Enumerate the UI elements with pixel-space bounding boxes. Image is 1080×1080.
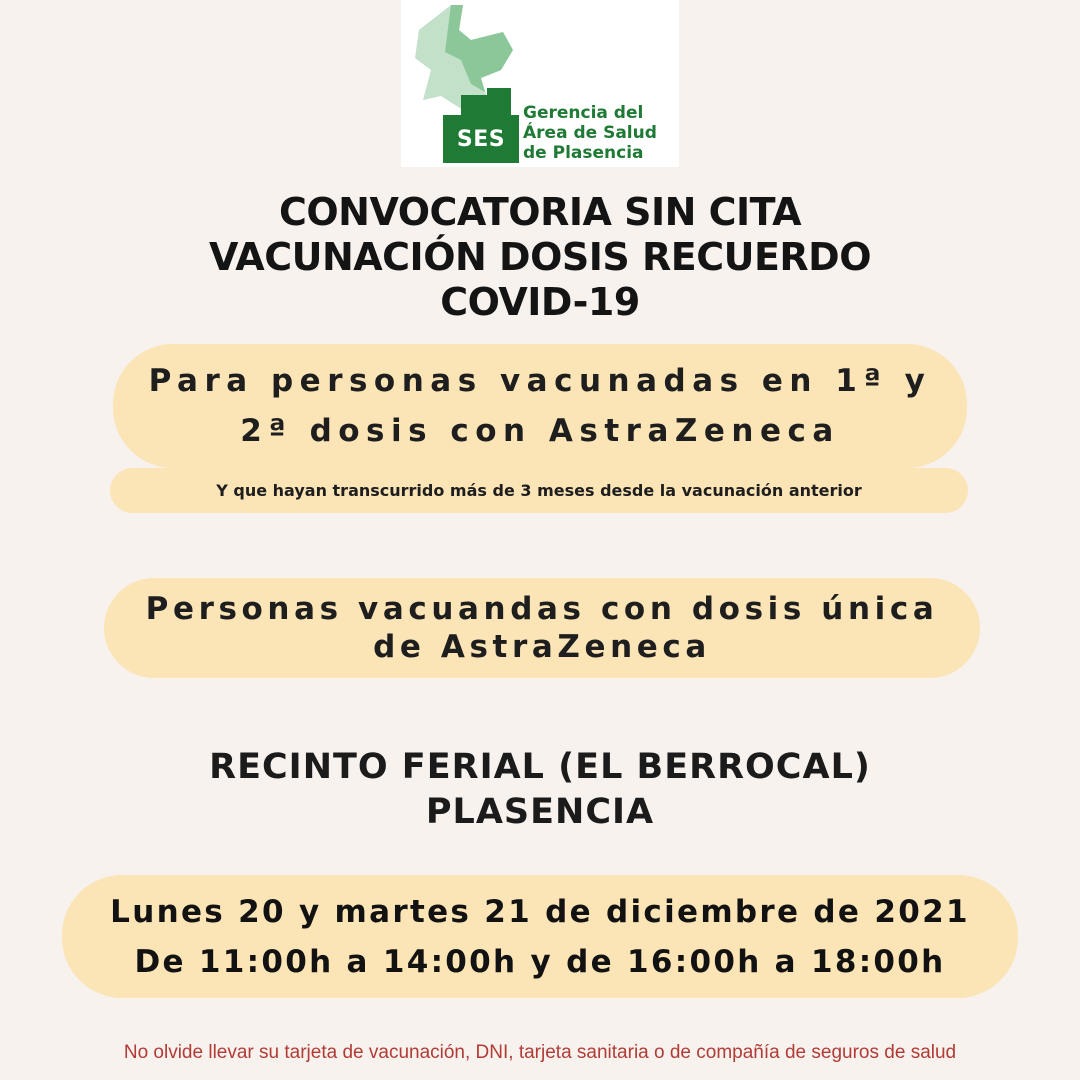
- condition-text: Y que hayan transcurrido más de 3 meses desde la vacunación anterior: [216, 481, 862, 500]
- title-line-1: CONVOCATORIA SIN CITA: [278, 190, 802, 234]
- target-group-1-line-1: Para personas vacunadas en 1ª y: [148, 363, 932, 399]
- target-group-2-line-2: de AstraZeneca: [373, 629, 711, 665]
- footnote: No olvide llevar su tarjeta de vacunación, DNI, tarjeta sanitaria o de compañía de seguros de salud: [123, 1042, 957, 1063]
- schedule-pill: [62, 875, 1018, 998]
- venue-line-1: RECINTO FERIAL (EL BERROCAL): [209, 747, 871, 787]
- target-group-2-line-1: Personas vacuandas con dosis única: [145, 591, 939, 627]
- logo-badge: SES: [456, 127, 506, 152]
- schedule-hours: De 11:00h a 14:00h y de 16:00h a 18:00h: [134, 943, 946, 980]
- target-group-1-pill: [113, 344, 967, 468]
- logo-line-3: de Plasencia: [523, 143, 644, 163]
- venue-line-2: PLASENCIA: [425, 792, 655, 832]
- logo-text: [523, 103, 657, 163]
- page-title: [0, 190, 1080, 325]
- target-group-2-pill: [104, 578, 980, 678]
- logo-line-2: Área de Salud: [523, 123, 657, 143]
- condition-pill: [110, 468, 968, 513]
- title-line-3: COVID-19: [440, 280, 640, 324]
- target-group-1-line-2: 2ª dosis con AstraZeneca: [240, 413, 840, 449]
- schedule-dates: Lunes 20 y martes 21 de diciembre de 2021: [110, 893, 970, 930]
- venue: [0, 745, 1080, 835]
- logo-line-1: Gerencia del: [523, 103, 644, 123]
- title-line-2: VACUNACIÓN DOSIS RECUERDO: [208, 235, 872, 279]
